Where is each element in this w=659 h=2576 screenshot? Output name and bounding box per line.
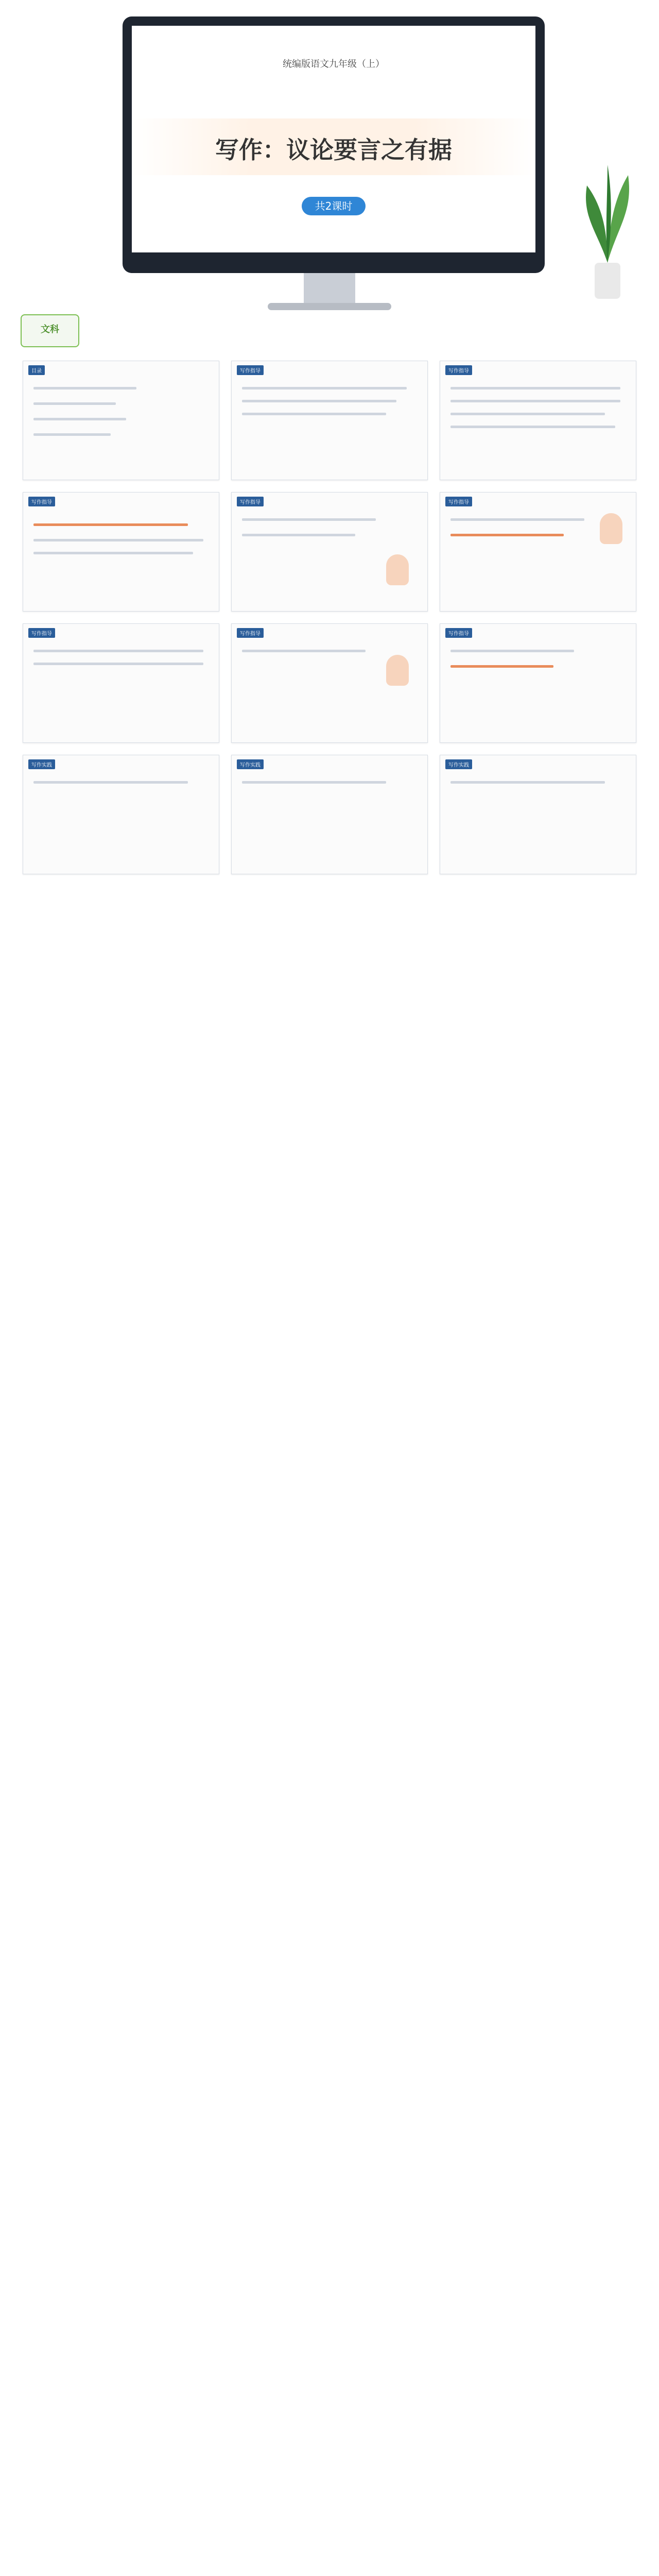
text-line: [450, 387, 620, 389]
slide-tag: 写作指导: [445, 497, 472, 506]
slide-tag: 写作实践: [28, 759, 55, 769]
highlight-line: [450, 665, 553, 668]
slide-thumbnail[interactable]: [231, 361, 428, 480]
highlight-line: [450, 534, 564, 536]
text-line: [242, 534, 355, 536]
text-line: [33, 539, 203, 541]
slide-tag: 写作指导: [237, 497, 264, 506]
text-line: [33, 433, 111, 436]
text-line: [242, 387, 407, 389]
text-line: [242, 400, 396, 402]
slide-tag: 写作指导: [237, 628, 264, 638]
text-line: [33, 418, 126, 420]
cover-slide[interactable]: [132, 26, 535, 252]
slide-thumbnail[interactable]: [231, 492, 428, 612]
slide-tag: 写作实践: [445, 759, 472, 769]
slide-tag: 写作指导: [237, 365, 264, 375]
monitor: [123, 16, 545, 273]
slide-tag: 写作指导: [28, 497, 55, 506]
monitor-base: [268, 303, 391, 310]
slide-tag: 写作指导: [28, 628, 55, 638]
slide-thumbnail[interactable]: [231, 623, 428, 743]
slide-tag: 目录: [28, 365, 45, 375]
monitor-stand: [304, 273, 355, 304]
slide-thumbnail[interactable]: [440, 623, 636, 743]
text-line: [450, 518, 584, 521]
cover-title: 写作：议论要言之有据: [215, 136, 452, 164]
highlight-line: [33, 523, 188, 526]
cartoon-girl-icon: [386, 554, 409, 585]
text-line: [242, 413, 386, 415]
slide-thumbnail[interactable]: [440, 361, 636, 480]
text-line: [33, 552, 193, 554]
text-line: [242, 650, 366, 652]
slide-tag: 写作实践: [237, 759, 264, 769]
slide-thumbnail[interactable]: [440, 492, 636, 612]
text-line: [242, 781, 386, 784]
slide-tag: 写作指导: [445, 365, 472, 375]
plant-icon: [577, 155, 638, 304]
text-line: [33, 663, 203, 665]
slide-thumbnail[interactable]: [23, 361, 219, 480]
slide-tag: 写作指导: [445, 628, 472, 638]
slide-thumbnail[interactable]: [23, 755, 219, 874]
slide-thumbnail[interactable]: [23, 623, 219, 743]
subject-label: 统编版语文九年级（上）: [283, 59, 385, 70]
slide-thumbnail[interactable]: [440, 755, 636, 874]
text-line: [450, 650, 574, 652]
text-line: [33, 650, 203, 652]
brand-logo: 文科: [21, 314, 79, 347]
text-line: [242, 518, 376, 521]
text-line: [450, 781, 605, 784]
lesson-count-badge: 共2课时: [302, 197, 366, 215]
text-line: [33, 387, 136, 389]
cartoon-girl-icon: [386, 655, 409, 686]
text-line: [33, 402, 116, 405]
slide-thumbnail[interactable]: [23, 492, 219, 612]
hero-banner: [0, 0, 659, 355]
text-line: [450, 426, 615, 428]
text-line: [450, 413, 605, 415]
cartoon-girl-icon: [600, 513, 622, 544]
text-line: [33, 781, 188, 784]
text-line: [450, 400, 620, 402]
slide-thumbnail[interactable]: [231, 755, 428, 874]
